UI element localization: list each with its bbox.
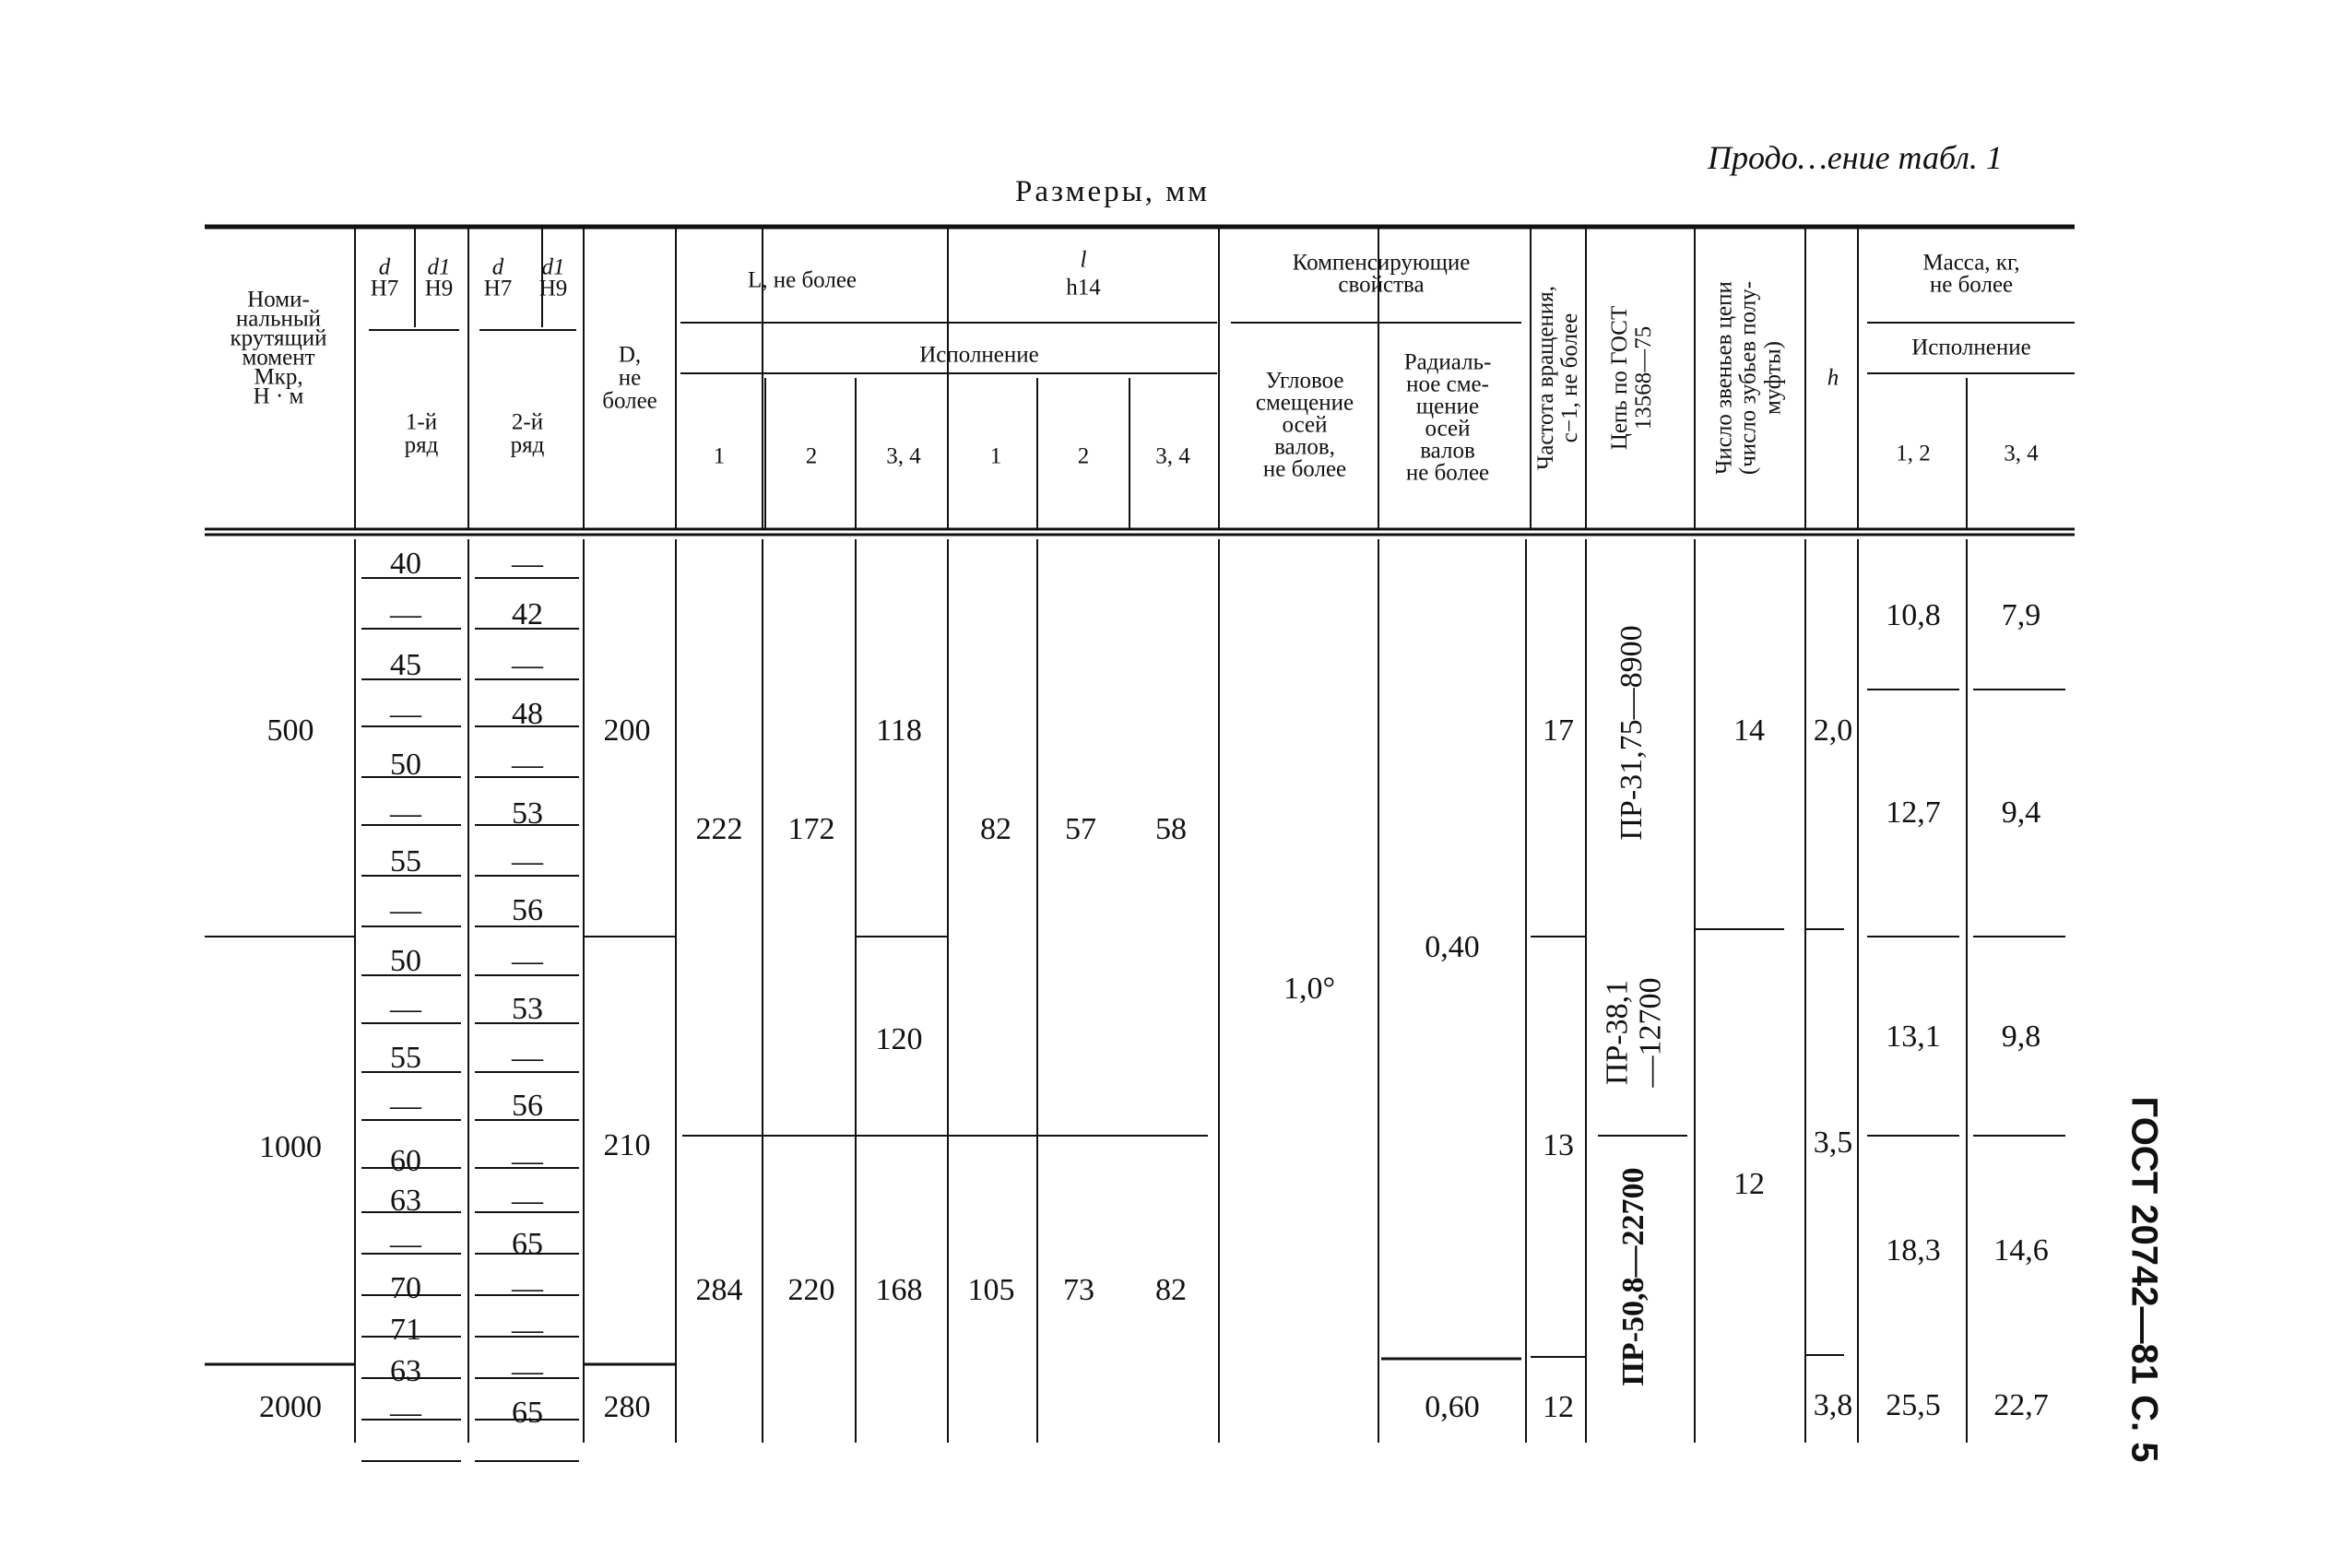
header-row2-line: 2-й: [511, 409, 544, 435]
header-comp-line: Компенсирующие: [1292, 250, 1471, 276]
units-caption: Размеры, мм: [1015, 175, 1211, 208]
header-mass-line: не более: [1929, 272, 2014, 298]
d-first-row-value: —: [390, 992, 421, 1026]
d-second-row-value: —: [512, 1271, 543, 1305]
freq-value: 12: [1543, 1390, 1574, 1424]
header-freq: Частота вращения, с−1, не более: [1532, 285, 1582, 471]
h-value: 3,5: [1813, 1126, 1853, 1160]
mass34-value: 9,8: [2001, 1020, 2041, 1054]
header-row1-line: 1-й: [405, 409, 438, 435]
l-exec1-value: 82: [980, 812, 1011, 846]
h-value: 2,0: [1813, 713, 1853, 748]
header-h9: H9: [538, 276, 568, 301]
d-second-row-value: 53: [512, 796, 543, 831]
freq-value: 17: [1543, 713, 1574, 748]
header-torque-line: момент: [242, 345, 315, 371]
d-first-row-value: 45: [390, 648, 421, 682]
d-first-row-value: —: [390, 1089, 421, 1123]
l-exec34-value: 82: [1155, 1273, 1187, 1307]
d-first-row-value: 63: [390, 1354, 421, 1388]
header-exec-col: 3, 4: [886, 443, 921, 469]
d-first-row-value: —: [390, 697, 421, 731]
d-second-row-value: —: [512, 944, 543, 978]
d-second-row-value: —: [512, 547, 543, 581]
d-first-row-value: —: [390, 893, 421, 927]
header-chain: Цепь по ГОСТ 13568—75: [1606, 305, 1656, 451]
header-L: L, не более: [747, 267, 857, 293]
mass12-value: 10,8: [1886, 598, 1941, 632]
header-exec-col: 2: [1077, 443, 1090, 469]
header-angular-line: Угловое: [1265, 368, 1344, 394]
header-ispolnenie: Исполнение: [919, 342, 1039, 368]
d-first-row-value: 40: [390, 547, 421, 581]
header-radial-line: ное сме-: [1406, 371, 1489, 397]
d-first-row-value: 71: [390, 1313, 421, 1347]
h-value: 3,8: [1813, 1388, 1853, 1422]
header-angular-line: не более: [1262, 456, 1347, 482]
header-radial-line: осей: [1425, 416, 1471, 442]
header-D-line: более: [602, 388, 657, 414]
D-value: 200: [603, 713, 651, 748]
D-value: 210: [603, 1128, 651, 1162]
header-radial-line: не более: [1405, 460, 1490, 486]
mass12-value: 25,5: [1886, 1388, 1941, 1422]
header-h7: H7: [483, 276, 513, 301]
header-torque-line: Mкр,: [254, 364, 303, 390]
d-first-row-value: 60: [390, 1144, 421, 1178]
L-exec34-value: 168: [875, 1273, 923, 1307]
mass34-value: 22,7: [1993, 1388, 2049, 1422]
header-radial-line: щение: [1415, 394, 1480, 419]
d-second-row-value: 53: [512, 992, 543, 1026]
header-row1-line: ряд: [404, 432, 439, 458]
header-angular-line: осей: [1282, 412, 1328, 438]
mass34-value: 14,6: [1993, 1233, 2049, 1267]
d-second-row-value: —: [512, 1041, 543, 1075]
L-exec34-value: 120: [875, 1022, 923, 1056]
header-h9: H9: [424, 276, 454, 301]
header-d1: d1: [541, 254, 565, 280]
torque-value: 500: [266, 713, 314, 748]
d-second-row-value: 65: [512, 1396, 543, 1430]
header-torque-line: Н · м: [253, 383, 304, 409]
radial-value: 0,40: [1425, 930, 1480, 964]
header-D-line: не: [618, 365, 642, 391]
header-exec-col: 1: [713, 443, 726, 469]
radial-value: 0,60: [1425, 1390, 1480, 1424]
D-value: 280: [603, 1390, 651, 1424]
header-d: d: [491, 254, 504, 280]
table-continuation-caption: Продо…ение табл. 1: [1708, 139, 2003, 176]
d-second-row-value: 56: [512, 1089, 543, 1123]
header-h7: H7: [370, 276, 399, 301]
d-second-row-value: —: [512, 1313, 543, 1347]
L-exec1-value: 222: [695, 812, 743, 846]
d-second-row-value: —: [512, 844, 543, 878]
header-row2-line: ряд: [510, 432, 545, 458]
header-d1: d1: [427, 254, 451, 280]
header-torque-line: Номи-: [247, 287, 310, 312]
header-h14: h14: [1066, 275, 1101, 301]
mass34-value: 7,9: [2001, 598, 2041, 632]
gost-side-label: ГОСТ 20742—81 С. 5: [2123, 1096, 2165, 1463]
header-links: Число звеньев цепи (число зубьев полу- муфты): [1711, 280, 1786, 476]
d-first-row-value: 55: [390, 1041, 421, 1075]
mass12-value: 18,3: [1886, 1233, 1941, 1267]
header-exec-col: 3, 4: [1155, 443, 1190, 469]
header-angular-line: валов,: [1274, 434, 1335, 460]
d-second-row-value: —: [512, 1184, 543, 1218]
L-exec1-value: 284: [695, 1273, 743, 1307]
links-value: 12: [1733, 1167, 1765, 1201]
d-second-row-value: —: [512, 1354, 543, 1388]
d-second-row-value: —: [512, 1144, 543, 1178]
chain-value: ПР-31,75—8900: [1614, 625, 1650, 841]
d-second-row-value: 65: [512, 1227, 543, 1261]
d-first-row-value: —: [390, 796, 421, 831]
chain-value: ПР-50,8—22700: [1616, 1167, 1651, 1386]
header-angular-line: смещение: [1255, 390, 1354, 416]
l-exec1-value: 105: [967, 1273, 1015, 1307]
d-first-row-value: 50: [390, 944, 421, 978]
d-second-row-value: —: [512, 648, 543, 682]
d-second-row-value: 42: [512, 597, 543, 631]
d-second-row-value: —: [512, 748, 543, 782]
chain-value: ПР-38,1 —12700: [1600, 977, 1667, 1088]
L-exec34-value: 118: [876, 713, 922, 748]
mass34-value: 9,4: [2001, 796, 2041, 830]
header-radial-line: Радиаль-: [1403, 349, 1492, 375]
l-exec2-value: 57: [1065, 812, 1096, 846]
d-second-row-value: 56: [512, 893, 543, 927]
d-second-row-value: 48: [512, 697, 543, 731]
header-torque-line: нальный: [235, 306, 322, 332]
l-exec2-value: 73: [1063, 1273, 1094, 1307]
header-D-line: D,: [618, 342, 642, 368]
links-value: 14: [1733, 713, 1765, 748]
header-l: l: [1080, 247, 1087, 273]
header-mass-line: Масса, кг,: [1922, 250, 2020, 276]
header-mass-ispolnenie: Исполнение: [1911, 335, 2031, 360]
mass12-value: 13,1: [1886, 1020, 1941, 1054]
header-exec-col: 1: [989, 443, 1002, 469]
L-exec2-value: 172: [787, 812, 835, 846]
header-h: h: [1827, 365, 1839, 391]
torque-value: 1000: [259, 1130, 322, 1164]
d-first-row-value: —: [390, 597, 421, 631]
d-first-row-value: 70: [390, 1271, 421, 1305]
header-torque-line: крутящий: [230, 325, 327, 351]
d-first-row-value: 50: [390, 748, 421, 782]
mass12-value: 12,7: [1886, 796, 1941, 830]
freq-value: 13: [1543, 1128, 1574, 1162]
header-d: d: [378, 254, 391, 280]
torque-value: 2000: [259, 1390, 322, 1424]
angular-value: 1,0°: [1283, 972, 1336, 1006]
header-mass-col: 1, 2: [1896, 441, 1931, 466]
L-exec2-value: 220: [787, 1273, 835, 1307]
l-exec34-value: 58: [1155, 812, 1187, 846]
header-exec-col: 2: [805, 443, 818, 469]
header-radial-line: валов: [1420, 438, 1475, 464]
d-first-row-value: 55: [390, 844, 421, 878]
d-first-row-value: —: [390, 1396, 421, 1430]
header-comp-line: свойства: [1338, 272, 1425, 298]
d-first-row-value: —: [390, 1227, 421, 1261]
header-mass-col: 3, 4: [2004, 441, 2039, 466]
d-first-row-value: 63: [390, 1184, 421, 1218]
